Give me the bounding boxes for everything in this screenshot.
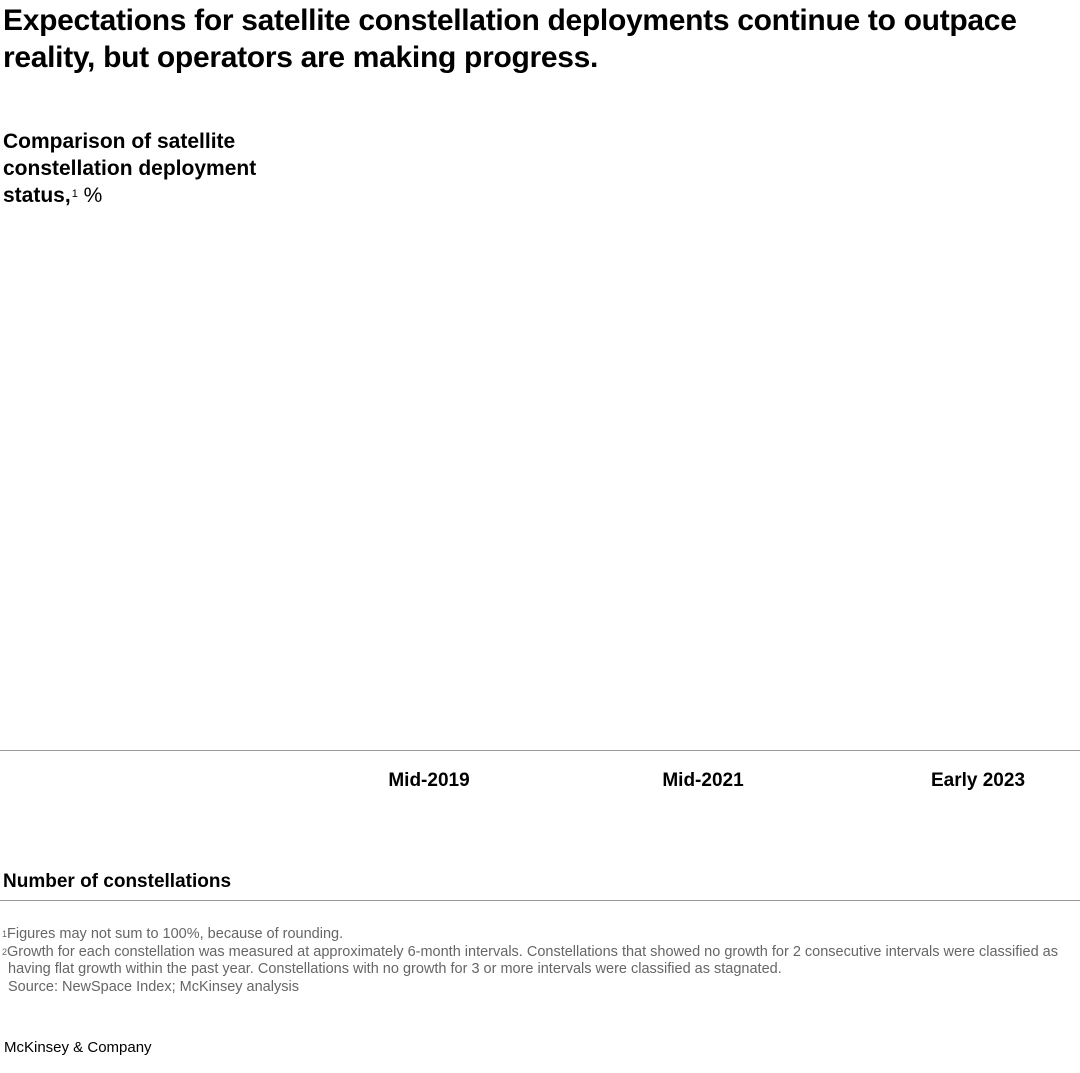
footnote-2 bbox=[2, 944, 1072, 979]
headline: Expectations for satellite constellation deployments continue to outpace reality, but operators are making progress. bbox=[3, 4, 1017, 74]
source-note: Source: NewSpace Index; McKinsey analysis bbox=[8, 978, 299, 995]
count-divider bbox=[0, 900, 1080, 901]
period-label-mid-2019: Mid-2019 bbox=[388, 770, 470, 791]
footnote-1-text: Figures may not sum to 100%, because of rounding. bbox=[7, 926, 344, 942]
period-label-early-2023: Early 2023 bbox=[930, 770, 1026, 791]
chart-subtitle-text: Comparison of satellite constellation deployment status, bbox=[3, 130, 257, 207]
chart-plot-area bbox=[0, 215, 1080, 748]
axis-line bbox=[0, 750, 1080, 751]
chart-subtitle bbox=[3, 128, 293, 209]
footnote-2-text: Growth for each constellation was measured at approximately 6-month intervals. Constellations that showed no growth for 2 consecutive intervals were classified as having flat growth within the past year. Constellations with no growth for 3 or more intervals were classified as stagnated. bbox=[7, 943, 1058, 977]
brand-logo-text: McKinsey & Company bbox=[4, 1039, 152, 1056]
number-of-constellations-label: Number of constellations bbox=[3, 871, 232, 892]
footnotes bbox=[2, 926, 1072, 996]
unit-label: % bbox=[83, 184, 103, 207]
footnote-ref: 1 bbox=[71, 188, 78, 200]
footnote-2-marker: 2 bbox=[2, 946, 8, 957]
period-label-mid-2021: Mid-2021 bbox=[662, 770, 744, 791]
footnote-1-marker: 1 bbox=[2, 929, 8, 939]
footnote-1 bbox=[2, 926, 1072, 944]
